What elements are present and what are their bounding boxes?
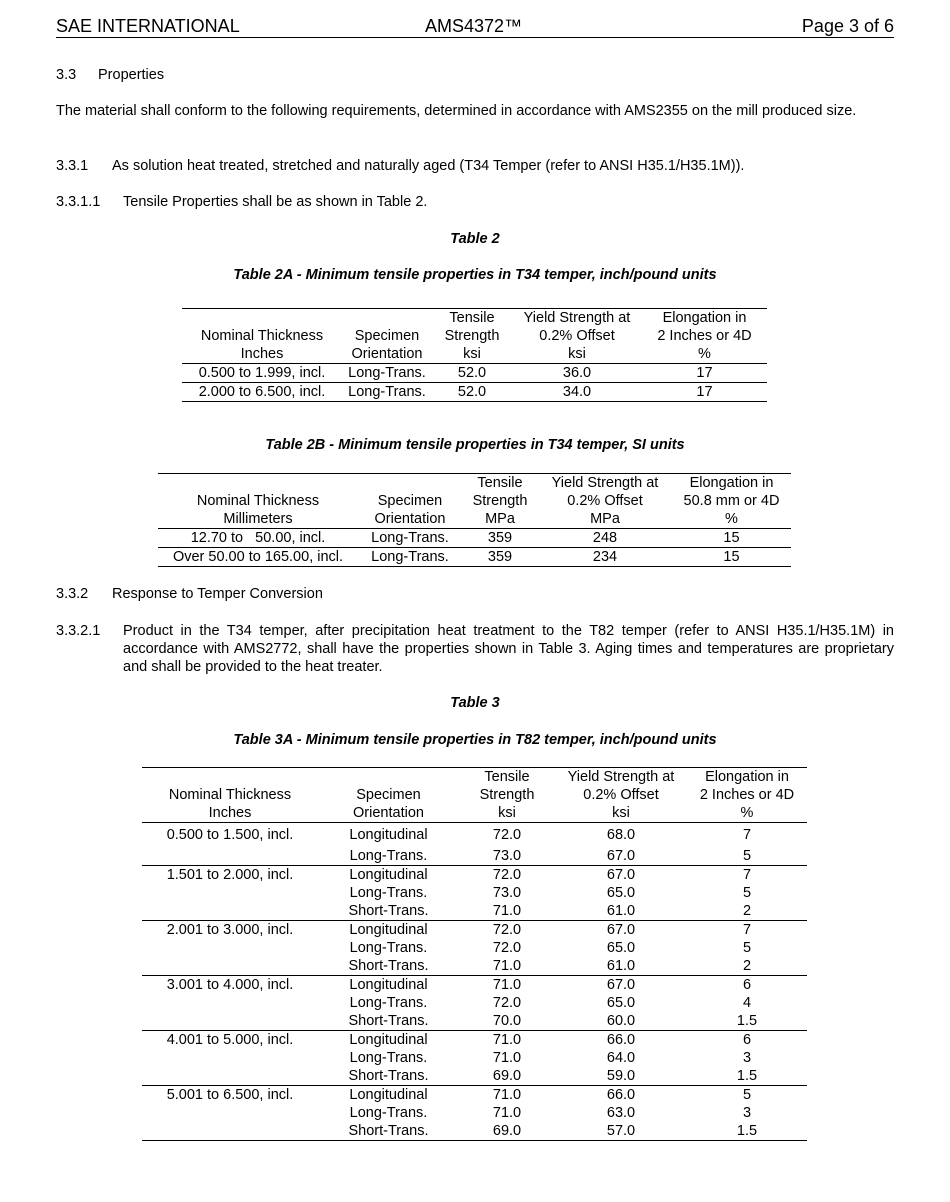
cell-orientation (318, 1031, 459, 1086)
cell-thickness: 3.001 to 4.000, incl. (142, 976, 318, 1031)
table-2-caption: Table 2 (450, 231, 500, 247)
section-3-3-2 (56, 585, 894, 603)
col-header-elongation: Elongation in 2 Inches or 4D % (642, 309, 767, 364)
col-header-tensile: Tensile Strength ksi (459, 768, 555, 823)
col-header-orientation: Specimen Orientation (318, 768, 459, 823)
cell-value: 67.0 (606, 848, 636, 864)
table-2a (182, 308, 767, 402)
cell-value: Longitudinal (349, 1087, 428, 1103)
cell-tensile (459, 866, 555, 921)
cell-value: 5 (742, 940, 752, 956)
cell-thickness: 2.001 to 3.000, incl. (142, 921, 318, 976)
table-row-group (142, 921, 807, 976)
cell-value: 73.0 (492, 885, 522, 901)
cell-orientation (318, 921, 459, 976)
cell-thickness: 0.500 to 1.500, incl. (142, 823, 318, 866)
cell-elongation (687, 921, 807, 976)
cell-tensile: 52.0 (432, 383, 512, 402)
cell-value: Longitudinal (349, 1032, 428, 1048)
section-3-3-1 (56, 157, 894, 175)
cell-tensile: 359 (462, 529, 538, 548)
cell-value: 67.0 (606, 867, 636, 883)
cell-tensile (459, 1031, 555, 1086)
cell-tensile: 359 (462, 548, 538, 567)
section-number: 3.3.1.1 (56, 194, 101, 210)
cell-value: 2 (742, 903, 752, 919)
section-number: 3.3.1 (56, 158, 89, 174)
cell-value: 1.5 (736, 1013, 758, 1029)
table-row-group (142, 823, 807, 866)
cell-yield (555, 866, 687, 921)
cell-value: Long-Trans. (349, 1105, 428, 1121)
cell-value: 71.0 (492, 1050, 522, 1066)
cell-value: Long-Trans. (349, 995, 428, 1011)
cell-value: Long-Trans. (349, 940, 428, 956)
cell-thickness: 12.70 to 50.00, incl. (158, 529, 358, 548)
cell-value: 4 (742, 995, 752, 1011)
header-page: Page 3 of 6 (801, 16, 894, 36)
cell-value: 1.5 (736, 1123, 758, 1139)
table-row-group (142, 866, 807, 921)
cell-tensile: 52.0 (432, 364, 512, 383)
col-header-yield: Yield Strength at 0.2% Offset ksi (555, 768, 687, 823)
cell-tensile (459, 823, 555, 866)
cell-value: Short-Trans. (348, 903, 429, 919)
cell-value: 72.0 (492, 940, 522, 956)
col-header-elongation: Elongation in 50.8 mm or 4D % (672, 474, 791, 529)
header-org: SAE INTERNATIONAL (56, 16, 240, 36)
cell-value: 71.0 (492, 903, 522, 919)
cell-yield: 36.0 (512, 364, 642, 383)
cell-orientation: Long-Trans. (342, 364, 432, 383)
cell-value: 6 (742, 977, 752, 993)
cell-elongation: 15 (672, 529, 791, 548)
section-text: Product in the T34 temper, after precipitation heat treatment to the T82 temper (refer to ANSI H35.1/H35.1M) in accordance with AMS2772, shall have the properties shown in Table 3. Aging times and temperatures are proprietary and shall be provided to the heat treater. (123, 623, 894, 675)
cell-value: 2 (742, 958, 752, 974)
table-2b-title: Table 2B - Minimum tensile properties in T34 temper, SI units (265, 437, 685, 453)
cell-value: 72.0 (492, 867, 522, 883)
cell-value: 61.0 (606, 903, 636, 919)
cell-thickness: 4.001 to 5.000, incl. (142, 1031, 318, 1086)
cell-tensile (459, 1086, 555, 1141)
cell-value: 5 (742, 885, 752, 901)
cell-yield: 248 (538, 529, 672, 548)
cell-value: 57.0 (606, 1123, 636, 1139)
cell-elongation: 15 (672, 548, 791, 567)
cell-value: Longitudinal (349, 977, 428, 993)
cell-value: Long-Trans. (349, 885, 428, 901)
table-row (182, 383, 767, 402)
section-number: 3.3.2.1 (56, 623, 101, 639)
cell-elongation (687, 1086, 807, 1141)
cell-value: 64.0 (606, 1050, 636, 1066)
cell-value: 59.0 (606, 1068, 636, 1084)
cell-yield (555, 823, 687, 866)
cell-orientation (318, 823, 459, 866)
cell-value: 72.0 (492, 922, 522, 938)
section-3-3 (56, 66, 894, 84)
cell-value: 65.0 (606, 940, 636, 956)
col-header-tensile: Tensile Strength MPa (462, 474, 538, 529)
cell-elongation: 17 (642, 364, 767, 383)
col-header-thickness: Nominal Thickness Inches (182, 309, 342, 364)
table-header-row (182, 309, 767, 364)
cell-value: Short-Trans. (348, 958, 429, 974)
cell-value: 68.0 (606, 827, 636, 843)
cell-value: 69.0 (492, 1123, 522, 1139)
intro-paragraph: The material shall conform to the following requirements, determined in accordance with AMS2355 on the mill produced size. (56, 103, 857, 119)
cell-value: Long-Trans. (349, 848, 428, 864)
table-3a (142, 767, 807, 1141)
table-3a-title: Table 3A - Minimum tensile properties in T82 temper, inch/pound units (233, 732, 717, 748)
cell-value: 65.0 (606, 885, 636, 901)
table-header-row (158, 474, 791, 529)
cell-value: 3 (742, 1105, 752, 1121)
table-row-group (142, 1031, 807, 1086)
cell-value: Longitudinal (349, 867, 428, 883)
section-number: 3.3.2 (56, 586, 89, 602)
col-header-orientation: Specimen Orientation (358, 474, 462, 529)
cell-value: 63.0 (606, 1105, 636, 1121)
section-3-3-2-1 (56, 622, 894, 676)
cell-orientation (318, 976, 459, 1031)
col-header-yield: Yield Strength at 0.2% Offset ksi (512, 309, 642, 364)
cell-value: 7 (742, 827, 752, 843)
section-text: Tensile Properties shall be as shown in Table 2. (123, 194, 428, 210)
cell-value: 5 (742, 1087, 752, 1103)
cell-value: 72.0 (492, 827, 522, 843)
cell-value: Long-Trans. (349, 1050, 428, 1066)
page-header (56, 14, 894, 38)
cell-thickness: 5.001 to 6.500, incl. (142, 1086, 318, 1141)
table-2a-title: Table 2A - Minimum tensile properties in T34 temper, inch/pound units (233, 267, 717, 283)
cell-value: Short-Trans. (348, 1068, 429, 1084)
col-header-tensile: Tensile Strength ksi (432, 309, 512, 364)
cell-value: 5 (742, 848, 752, 864)
cell-value: 72.0 (492, 995, 522, 1011)
table-row (182, 364, 767, 383)
cell-value: Short-Trans. (348, 1013, 429, 1029)
section-text: Response to Temper Conversion (112, 586, 323, 602)
cell-value: 71.0 (492, 1105, 522, 1121)
table-row (158, 548, 791, 567)
section-title: Properties (98, 67, 165, 83)
cell-value: Short-Trans. (348, 1123, 429, 1139)
cell-value: 69.0 (492, 1068, 522, 1084)
cell-yield: 34.0 (512, 383, 642, 402)
cell-orientation (318, 1086, 459, 1141)
col-header-yield: Yield Strength at 0.2% Offset MPa (538, 474, 672, 529)
cell-value: 73.0 (492, 848, 522, 864)
cell-value: 3 (742, 1050, 752, 1066)
table-header-row (142, 768, 807, 823)
cell-yield (555, 921, 687, 976)
cell-yield (555, 1031, 687, 1086)
cell-value: 67.0 (606, 922, 636, 938)
cell-orientation: Long-Trans. (358, 548, 462, 567)
cell-orientation (318, 866, 459, 921)
cell-thickness: 2.000 to 6.500, incl. (182, 383, 342, 402)
cell-thickness: 1.501 to 2.000, incl. (142, 866, 318, 921)
section-number: 3.3 (56, 67, 77, 83)
cell-value: Longitudinal (349, 827, 428, 843)
cell-value: 71.0 (492, 977, 522, 993)
section-text: As solution heat treated, stretched and naturally aged (T34 Temper (refer to ANSI H35.1/H35.1M)). (112, 158, 745, 174)
cell-elongation: 17 (642, 383, 767, 402)
section-3-3-1-1 (56, 193, 894, 211)
cell-value: 70.0 (492, 1013, 522, 1029)
cell-value: 66.0 (606, 1087, 636, 1103)
cell-thickness: 0.500 to 1.999, incl. (182, 364, 342, 383)
table-2b (158, 473, 791, 567)
table-3-caption: Table 3 (450, 695, 500, 711)
table-row-group (142, 1086, 807, 1141)
cell-value: 1.5 (736, 1068, 758, 1084)
cell-value: 6 (742, 1032, 752, 1048)
col-header-thickness: Nominal Thickness Millimeters (158, 474, 358, 529)
header-doc: AMS4372™ (425, 16, 523, 36)
cell-orientation: Long-Trans. (342, 383, 432, 402)
cell-value: 71.0 (492, 958, 522, 974)
cell-yield (555, 1086, 687, 1141)
cell-value: 61.0 (606, 958, 636, 974)
cell-value: 67.0 (606, 977, 636, 993)
col-header-orientation: Specimen Orientation (342, 309, 432, 364)
cell-yield: 234 (538, 548, 672, 567)
cell-value: 66.0 (606, 1032, 636, 1048)
cell-elongation (687, 976, 807, 1031)
cell-elongation (687, 823, 807, 866)
cell-orientation: Long-Trans. (358, 529, 462, 548)
cell-value: Longitudinal (349, 922, 428, 938)
cell-value: 60.0 (606, 1013, 636, 1029)
cell-tensile (459, 921, 555, 976)
cell-value: 71.0 (492, 1087, 522, 1103)
cell-value: 65.0 (606, 995, 636, 1011)
cell-value: 7 (742, 867, 752, 883)
cell-elongation (687, 1031, 807, 1086)
cell-thickness: Over 50.00 to 165.00, incl. (158, 548, 358, 567)
cell-value: 7 (742, 922, 752, 938)
col-header-thickness: Nominal Thickness Inches (142, 768, 318, 823)
table-row (158, 529, 791, 548)
cell-value: 71.0 (492, 1032, 522, 1048)
cell-elongation (687, 866, 807, 921)
cell-yield (555, 976, 687, 1031)
col-header-elongation: Elongation in 2 Inches or 4D % (687, 768, 807, 823)
cell-tensile (459, 976, 555, 1031)
table-row-group (142, 976, 807, 1031)
